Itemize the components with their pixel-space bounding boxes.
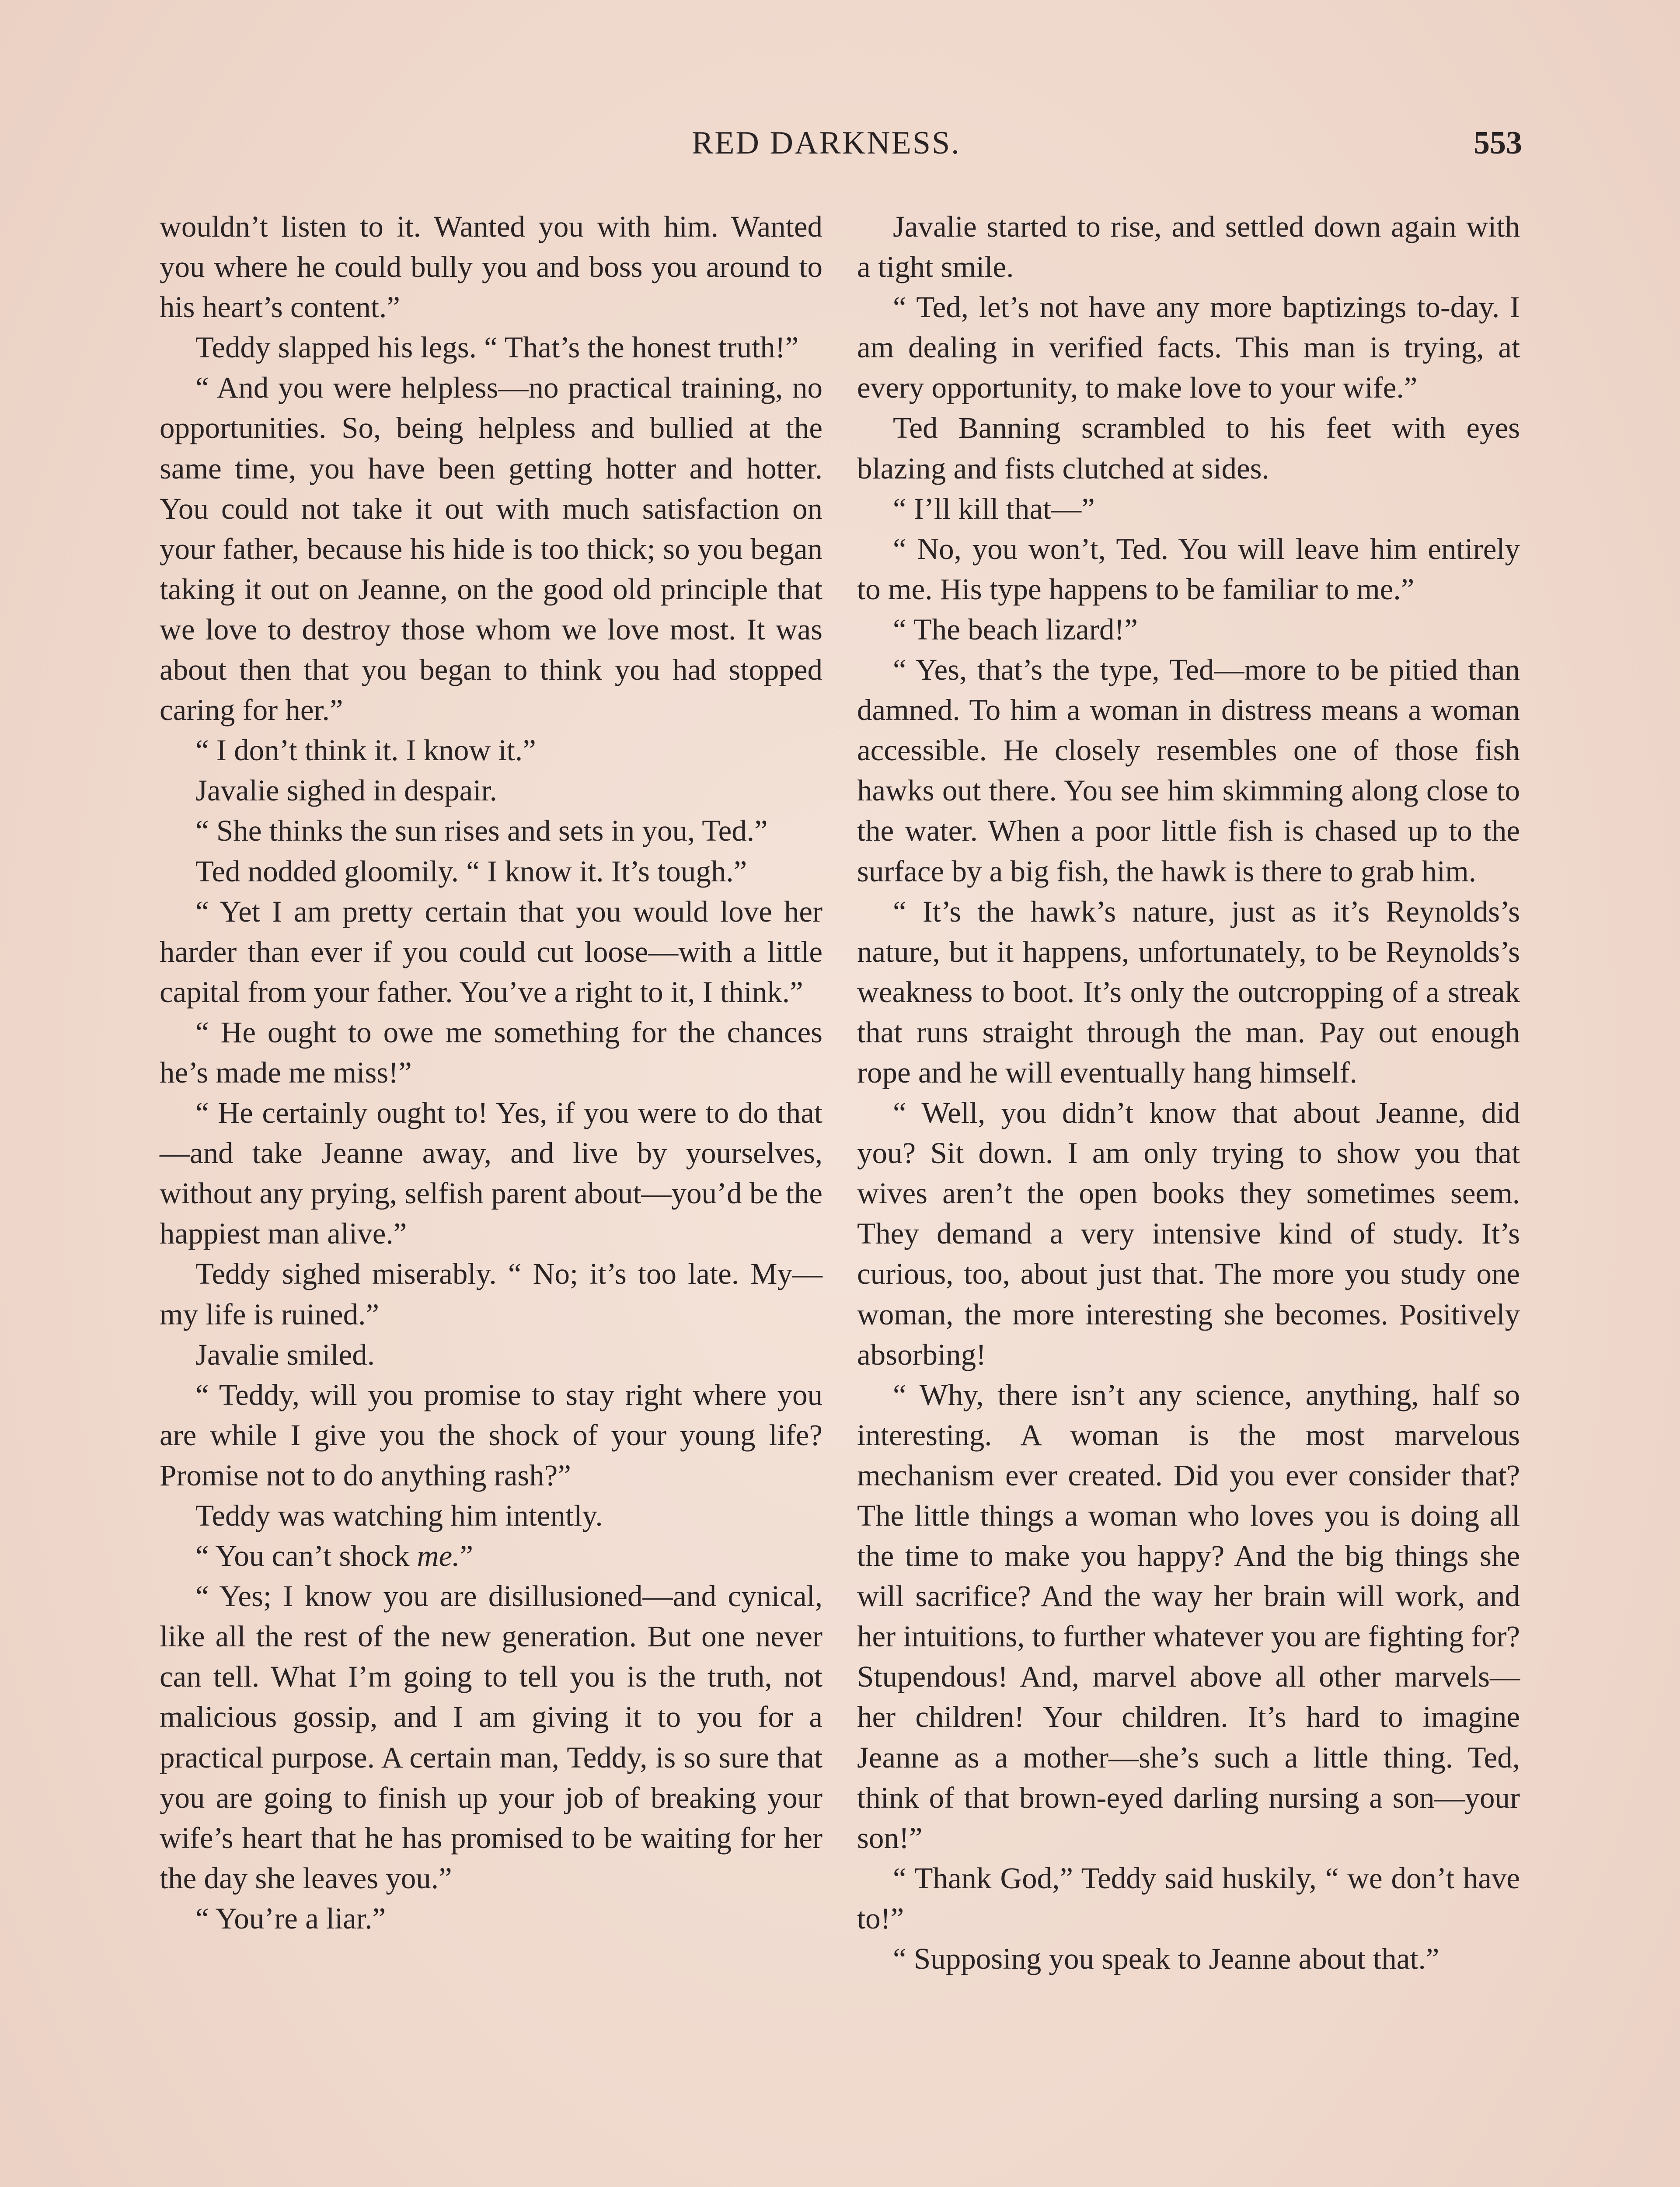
paragraph-text: “ Supposing you speak to Jeanne about that.” — [893, 1942, 1440, 1976]
paragraph-text: Ted Banning scrambled to his feet with eyes blazing and fists clutched at sides. — [857, 411, 1520, 485]
paragraph — [857, 408, 1520, 488]
paragraph-text: “ Teddy, will you promise to stay right where you are while I give you the shock of your young life? Promise not to do anything rash?” — [160, 1378, 823, 1492]
paragraph-text: Teddy was watching him intently. — [195, 1499, 603, 1532]
paragraph-text: Javalie started to rise, and settled down again with a tight smile. — [857, 210, 1520, 284]
paragraph-text: “ And you were helpless—no practical training, no opportunities. So, being helpless and bullied at the same time, you have been getting hotter and hotter. You could not take it out with much satisfaction on your father, because his hide is too thick; so you began taking it out on Jeanne, on the good old principle that we love to destroy those whom we love most. It was about then that you began to think you had stopped caring for her.” — [160, 371, 823, 727]
paragraph-text: Teddy sighed miserably. “ No; it’s too late. My—my life is ruined.” — [160, 1257, 823, 1331]
paragraph-text: Javalie smiled. — [195, 1338, 375, 1371]
paragraph-text: “ You’re a liar.” — [195, 1901, 386, 1935]
paragraph-text: Teddy slapped his legs. “ That’s the honest truth!” — [195, 331, 799, 364]
paragraph — [160, 1093, 823, 1254]
paragraph-text: “ No, you won’t, Ted. You will leave him entirely to me. His type happens to be familiar to me.” — [857, 532, 1520, 606]
paragraph-text: “ Yes, that’s the type, Ted—more to be pitied than damned. To him a woman in distress means a woman accessible. He closely resembles one of those fish hawks out there. You see him skimming along close to the water. When a poor little fish is chased up to the surface by a big fish, the hawk is there to grab him. — [857, 653, 1520, 888]
paragraph — [160, 1335, 823, 1375]
left-column — [160, 206, 823, 1939]
paragraph — [857, 650, 1520, 891]
paragraph — [160, 770, 823, 811]
paragraph — [160, 206, 823, 327]
paragraph — [160, 1012, 823, 1093]
paragraph-text: “ I’ll kill that—” — [893, 492, 1095, 525]
paragraph — [160, 891, 823, 1012]
paragraph — [857, 529, 1520, 609]
paragraph-text: “ Well, you didn’t know that about Jeanne, did you? Sit down. I am only trying to show you that wives aren’t the open books they sometimes seem. They demand a very intensive kind of study. It’s curious, too, about just that. The more you study one woman, the more interesting she becomes. Positively absorbing! — [857, 1096, 1520, 1371]
paragraph — [160, 367, 823, 730]
right-column — [857, 206, 1520, 1979]
paragraph-text: “ Yes; I know you are disillusioned—and cynical, like all the rest of the new generation. But one never can tell. What I’m going to tell you is the truth, not malicious gossip, and I am giving it to you for a practical purpose. A certain man, Teddy, is so sure that you are going to finish up your job of breaking your wife’s heart that he has promised to be waiting for her the day she leaves you.” — [160, 1579, 823, 1895]
paragraph — [857, 609, 1520, 650]
paragraph — [160, 851, 823, 891]
paragraph — [160, 1536, 823, 1576]
paragraph — [160, 730, 823, 770]
paragraph-text: wouldn’t listen to it. Wanted you with him. Wanted you where he could bully you and boss you around to his heart’s content.” — [160, 210, 823, 324]
paragraph — [857, 1858, 1520, 1939]
paragraph-text: “ Ted, let’s not have any more baptizings to-day. I am dealing in verified facts. This man is trying, at every opportunity, to make love to your wife.” — [857, 290, 1520, 405]
paragraph — [857, 489, 1520, 529]
paragraph-text: “ You can’t shock — [195, 1539, 417, 1573]
paragraph-text: “ Thank God,” Teddy said huskily, “ we don’t have to!” — [857, 1861, 1520, 1935]
paragraph — [160, 327, 823, 367]
paragraph — [160, 1254, 823, 1334]
paragraph-text: “ Why, there isn’t any science, anything, half so interesting. A woman is the most marvelous mechanism ever created. Did you ever consider that? The little things a woman who loves you is doing all the time to make you happy? And the big things she will sacrifice? And the way her brain will work, and her intuitions, to further whatever you are fighting for? Stupendous! And, marvel above all other marvels—her children! Your children. It’s hard to imagine Jeanne as a mother—she’s such a little thing. Ted, think of that brown-eyed darling nursing a son—your son!” — [857, 1378, 1520, 1855]
paragraph-text-end: ” — [460, 1539, 473, 1573]
paragraph — [160, 1898, 823, 1939]
paragraph — [160, 1375, 823, 1495]
paragraph — [160, 811, 823, 851]
paragraph — [857, 287, 1520, 408]
page-number: 553 — [1474, 125, 1522, 161]
emphasized-text: me. — [417, 1539, 460, 1573]
paragraph — [857, 1375, 1520, 1858]
paragraph-text: “ The beach lizard!” — [893, 612, 1138, 646]
paragraph-text: “ It’s the hawk’s nature, just as it’s Reynolds’s nature, but it happens, unfortunately, to be Reynolds’s weakness to boot. It’s only the outcropping of a streak that runs straight through the man. Pay out enough rope and he will eventually hang himself. — [857, 894, 1520, 1089]
paragraph — [857, 1093, 1520, 1375]
running-title: RED DARKNESS. — [692, 125, 961, 161]
paragraph-text: Javalie sighed in despair. — [195, 774, 497, 807]
paragraph-text: Ted nodded gloomily. “ I know it. It’s tough.” — [195, 854, 747, 888]
paragraph — [857, 1939, 1520, 1979]
paragraph-text: “ He certainly ought to! Yes, if you were to do that—and take Jeanne away, and live by yourselves, without any prying, selfish parent about—you’d be the happiest man alive.” — [160, 1096, 823, 1251]
paragraph-text: “ He ought to owe me something for the chances he’s made me miss!” — [160, 1015, 823, 1089]
paragraph-text: “ I don’t think it. I know it.” — [195, 734, 536, 767]
paragraph — [857, 206, 1520, 287]
paragraph — [857, 891, 1520, 1093]
paragraph — [160, 1495, 823, 1536]
paragraph — [160, 1576, 823, 1898]
paragraph-text: “ She thinks the sun rises and sets in you, Ted.” — [195, 814, 768, 848]
paragraph-text: “ Yet I am pretty certain that you would love her harder than ever if you could cut loose—with a little capital from your father. You’ve a right to it, I think.” — [160, 894, 823, 1009]
